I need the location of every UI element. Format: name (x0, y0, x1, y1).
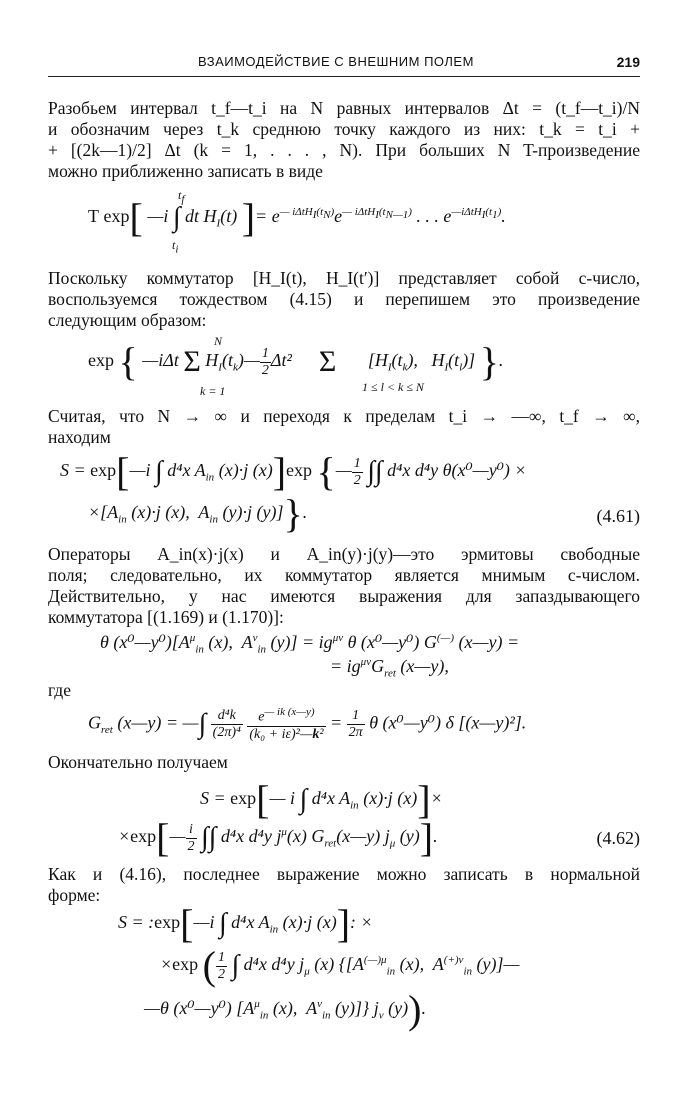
equation-number: (4.61) (596, 506, 640, 526)
header-rule (48, 76, 640, 77)
paragraph-line: форме: (48, 885, 101, 905)
equation-t-exp: T exp[ —i ∫ dt $H_I(t)$ ]= $e^{— i\Delta tH_I(t_N)}e^{— i\Delta tH_I(t_{N—1})}$ . . . $e^{—i\Delta tH_I(t_1)}$. (88, 195, 506, 240)
paragraph-4 (48, 544, 640, 628)
paragraph-line: следующим образом: (48, 310, 207, 330)
sum2-limit: 1 ≤ l < k ≤ N (362, 380, 424, 394)
equation-4-62-line-1: S = exp[— i ∫ d⁴x $A_{in}$ (x)·j (x)]× (200, 777, 443, 822)
paragraph-line: Поскольку коммутатор [H_I(t), H_I(t′)] представляет собой c-число, (48, 268, 640, 288)
paragraph-line: где (48, 680, 71, 700)
paragraph-7 (48, 864, 640, 906)
paragraph-1 (48, 98, 640, 182)
equation-4-62-line-2: ×exp[— $\frac{i}{2}$ ∫∫ d⁴x d⁴y $j^\mu(x)$ $G_{ret}(x—y)$ $j_\mu$ (y)]. (118, 815, 438, 860)
equation-number: (4.62) (596, 828, 640, 848)
paragraph-line: воспользуемся тождеством (4.15) и перепишем это произведение (48, 289, 640, 309)
equation-4-61-line-1: S = exp[—i ∫ d⁴x $A_{in}$ (x)·j (x)]exp {— $\frac{1}{2}$ ∫∫ d⁴x d⁴y θ(x⁰—y⁰) × (60, 449, 527, 494)
page-header (48, 54, 640, 80)
equation-normal-form-line-1: S = :exp[—i ∫ d⁴x $A_{in}$ (x)·j (x)]: × (118, 901, 373, 946)
paragraph-line: Считая, что N → ∞ и переходя к пределам t_i → —∞, t_f → ∞, (48, 406, 640, 426)
paragraph-2 (48, 268, 640, 331)
sum-lower-limit: k = 1 (200, 384, 226, 398)
paragraph-line: и обозначим через t_k среднюю точку каждого из них: t_k = t_i + (48, 119, 640, 139)
paragraph-line: Операторы A_in(x)·j(x) и A_in(y)·j(y)—это эрмитовы свободные (48, 544, 640, 564)
paragraph-line: коммутатора [(1.169) и (1.170)]: (48, 607, 284, 627)
sum-upper-limit: N (214, 334, 223, 348)
equation-g-ret: $G_{ret}$ (x—y) = —∫ $\frac{\text{d⁴k}}{\text{(2π)⁴}}$ $\frac{e^{— ik (x—y)}}{\text{(k₀ + iε)²—k²}}$ = $\frac{1}{2\pi}$ θ (x⁰—y⁰) δ [(x—y)²]. (88, 706, 527, 742)
equation-4-61-line-2: $\times[A_{in}$ (x)·j (x), $A_{in}$ (y)·j (y)]}. (88, 491, 308, 536)
paragraph-line: можно приближенно записать в виде (48, 161, 323, 181)
paragraph-line: + [(2k—1)/2] Δt (k = 1, . . . , N). При больших N T-произведение (48, 140, 640, 160)
page-number: 219 (616, 54, 640, 70)
running-title: ВЗАИМОДЕЙСТВИЕ С ВНЕШНИМ ПОЛЕМ (198, 54, 474, 69)
integral-lower-limit: $t_i$ (172, 238, 179, 256)
paragraph-line: Действительно, у нас имеются выражения для запаздывающего (48, 586, 640, 606)
equation-commutator-line-2: = $ig^{\mu\nu}G_{ret}$ (x—y), (330, 656, 449, 680)
paragraph-line: Окончательно получаем (48, 752, 228, 772)
paragraph-6 (48, 752, 640, 773)
equation-commutator-line-1: θ $(x^0—y^0)[A^\mu_{in}$ (x), $A^\nu_{in}$ $(y)] = ig^{\mu\nu}$ θ (x⁰—y⁰) G(—) (x—y) = (100, 632, 520, 656)
paragraph-line: поля; следовательно, их коммутатор является мнимым c-числом. (48, 565, 640, 585)
paragraph-5 (48, 680, 640, 701)
paragraph-line: находим (48, 427, 111, 447)
paragraph-line: Разобьем интервал t_f—t_i на N равных интервалов Δt = (t_f—t_i)/N (48, 98, 640, 118)
equation-normal-form-line-3: —θ (x⁰—y⁰) [$A^\mu_{in}$ (x), $A^\nu_{in}$ (y)]} $j_\nu$ (y)). (144, 987, 426, 1032)
integral-upper-limit: $t_f$ (178, 188, 185, 206)
equation-normal-form-line-2: ×exp ( $\frac{1}{2}$ ∫ d⁴x d⁴y $j_\mu$ (x) {[$A^{(—)\mu}_{in}$ (x), $A^{(+)\nu}_{in}$ (y)]— (160, 943, 520, 988)
paragraph-line: Как и (4.16), последнее выражение можно записать в нормальной (48, 864, 640, 884)
equation-exp-sum: exp { —iΔt Σ $H_I(t_k)—$ $\frac{1}{2}$ Δt² Σ [$H_I(t_k)$, $H_I(t_l)$] }. (88, 339, 504, 384)
paragraph-3 (48, 406, 640, 448)
